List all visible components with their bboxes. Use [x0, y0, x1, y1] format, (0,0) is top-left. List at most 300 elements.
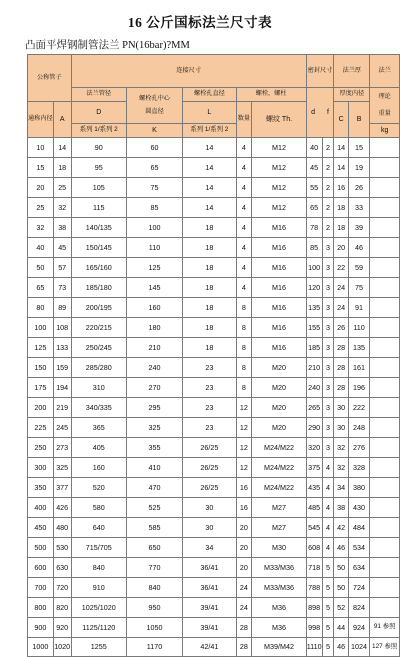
cell-thread: M16 [252, 318, 306, 338]
cell-a: 219 [53, 398, 71, 418]
header-flange: 法兰 [370, 55, 400, 88]
cell-seal-f: 5 [322, 618, 334, 638]
cell-d: 140/135 [71, 218, 126, 238]
cell-seal-d: 788 [306, 578, 322, 598]
cell-b: 924 [348, 618, 370, 638]
header-connection-size: 连接尺寸 [71, 55, 306, 88]
cell-seal-f: 3 [322, 338, 334, 358]
cell-b: 110 [348, 318, 370, 338]
cell-seal-f: 2 [322, 158, 334, 178]
cell-a: 1020 [53, 638, 71, 657]
cell-b: 19 [348, 158, 370, 178]
cell-thread: M36 [252, 618, 306, 638]
cell-dn: 32 [28, 218, 54, 238]
cell-dn: 80 [28, 298, 54, 318]
cell-k: 410 [126, 458, 182, 478]
table-row [28, 438, 400, 458]
cell-seal-f: 4 [322, 458, 334, 478]
cell-d: 105 [71, 178, 126, 198]
cell-weight [370, 558, 400, 578]
cell-weight [370, 298, 400, 318]
cell-thread: M12 [252, 198, 306, 218]
cell-thread: M12 [252, 178, 306, 198]
cell-k: 470 [126, 478, 182, 498]
table-row [28, 598, 400, 618]
cell-b: 484 [348, 518, 370, 538]
cell-l: 39/41 [183, 618, 236, 638]
cell-n: 16 [236, 478, 252, 498]
cell-seal-d: 265 [306, 398, 322, 418]
cell-l: 14 [183, 178, 236, 198]
cell-c: 50 [334, 558, 348, 578]
header-thickness-id [334, 88, 370, 102]
cell-thread: M24/M22 [252, 478, 306, 498]
cell-thread: M36 [252, 598, 306, 618]
cell-seal-d: 135 [306, 298, 322, 318]
cell-a: 57 [53, 258, 71, 278]
cell-d: 220/215 [71, 318, 126, 338]
cell-weight [370, 438, 400, 458]
cell-k: 110 [126, 238, 182, 258]
cell-d: 1025/1020 [71, 598, 126, 618]
table-row [28, 418, 400, 438]
cell-dn: 20 [28, 178, 54, 198]
cell-seal-f: 4 [322, 498, 334, 518]
cell-b: 59 [348, 258, 370, 278]
table-row [28, 518, 400, 538]
cell-seal-f: 3 [322, 258, 334, 278]
cell-d: 640 [71, 518, 126, 538]
cell-dn: 150 [28, 358, 54, 378]
cell-dn: 40 [28, 238, 54, 258]
cell-a: 73 [53, 278, 71, 298]
cell-l: 18 [183, 298, 236, 318]
table-row [28, 458, 400, 478]
cell-weight [370, 518, 400, 538]
cell-l: 39/41 [183, 598, 236, 618]
cell-seal-d: 898 [306, 598, 322, 618]
cell-a: 480 [53, 518, 71, 538]
cell-k: 295 [126, 398, 182, 418]
header-quantity: 数量 [236, 102, 252, 138]
cell-c: 30 [334, 398, 348, 418]
cell-weight [370, 478, 400, 498]
cell-dn: 500 [28, 538, 54, 558]
cell-b: 91 [348, 298, 370, 318]
cell-k: 325 [126, 418, 182, 438]
cell-n: 8 [236, 378, 252, 398]
table-row [28, 618, 400, 638]
cell-dn: 250 [28, 438, 54, 458]
cell-weight [370, 338, 400, 358]
cell-seal-d: 120 [306, 278, 322, 298]
cell-seal-d: 485 [306, 498, 322, 518]
cell-n: 8 [236, 298, 252, 318]
cell-dn: 65 [28, 278, 54, 298]
cell-seal-f: 3 [322, 358, 334, 378]
cell-l: 18 [183, 278, 236, 298]
cell-n: 4 [236, 138, 252, 158]
cell-b: 248 [348, 418, 370, 438]
cell-n: 4 [236, 218, 252, 238]
cell-a: 133 [53, 338, 71, 358]
cell-dn: 350 [28, 478, 54, 498]
cell-d: 1255 [71, 638, 126, 657]
table-row [28, 558, 400, 578]
cell-l: 36/41 [183, 558, 236, 578]
cell-n: 20 [236, 558, 252, 578]
cell-dn: 100 [28, 318, 54, 338]
cell-thread: M16 [252, 238, 306, 258]
cell-seal-f: 5 [322, 638, 334, 657]
cell-b: 46 [348, 238, 370, 258]
cell-seal-d: 320 [306, 438, 322, 458]
cell-thread: M16 [252, 298, 306, 318]
cell-seal-d: 435 [306, 478, 322, 498]
cell-b: 196 [348, 378, 370, 398]
table-row [28, 578, 400, 598]
cell-seal-d: 100 [306, 258, 322, 278]
cell-k: 85 [126, 198, 182, 218]
cell-c: 26 [334, 318, 348, 338]
cell-k: 60 [126, 138, 182, 158]
cell-dn: 1000 [28, 638, 54, 657]
cell-dn: 225 [28, 418, 54, 438]
cell-d: 910 [71, 578, 126, 598]
table-row [28, 238, 400, 258]
cell-a: 426 [53, 498, 71, 518]
cell-n: 4 [236, 238, 252, 258]
cell-dn: 200 [28, 398, 54, 418]
cell-seal-f: 4 [322, 538, 334, 558]
cell-seal-d: 718 [306, 558, 322, 578]
header-dn-label-cell [28, 102, 54, 138]
table-row [28, 338, 400, 358]
cell-k: 585 [126, 518, 182, 538]
cell-seal-f: 3 [322, 378, 334, 398]
cell-b: 161 [348, 358, 370, 378]
cell-seal-f: 4 [322, 518, 334, 538]
header-series-l: 系列 1/系列 2 [183, 124, 236, 138]
cell-l: 26/25 [183, 438, 236, 458]
header-bolt-circle-line2: 圆直径 [145, 107, 164, 115]
cell-b: 724 [348, 578, 370, 598]
cell-seal-f: 3 [322, 418, 334, 438]
header-bolt-circle-line1: 螺栓孔中心 [139, 95, 170, 103]
cell-l: 18 [183, 238, 236, 258]
cell-b: 75 [348, 278, 370, 298]
cell-seal-d: 290 [306, 418, 322, 438]
cell-n: 28 [236, 618, 252, 638]
cell-weight [370, 398, 400, 418]
cell-c: 44 [334, 618, 348, 638]
header-thickness: 厚度 [339, 90, 352, 98]
cell-seal-d: 210 [306, 358, 322, 378]
cell-seal-f: 2 [322, 198, 334, 218]
header-d-f [306, 88, 334, 138]
cell-c: 24 [334, 298, 348, 318]
cell-weight [370, 358, 400, 378]
cell-l: 18 [183, 318, 236, 338]
cell-k: 65 [126, 158, 182, 178]
cell-d: 185/180 [71, 278, 126, 298]
cell-d: 1125/1120 [71, 618, 126, 638]
cell-thread: M33/M36 [252, 558, 306, 578]
cell-seal-d: 40 [306, 138, 322, 158]
cell-thread: M27 [252, 498, 306, 518]
cell-thread: M24/M22 [252, 438, 306, 458]
cell-thread: M16 [252, 338, 306, 358]
cell-thread: M12 [252, 138, 306, 158]
cell-n: 16 [236, 498, 252, 518]
cell-l: 30 [183, 518, 236, 538]
cell-weight: 127 参照 [370, 638, 400, 657]
cell-seal-f: 5 [322, 598, 334, 618]
cell-c: 42 [334, 518, 348, 538]
page-subtitle: 凸面平焊钢制管法兰 PN(16bar)?MM [25, 40, 190, 51]
cell-a: 720 [53, 578, 71, 598]
cell-l: 26/25 [183, 478, 236, 498]
cell-n: 4 [236, 178, 252, 198]
page-title: 16 公斤国标法兰尺寸表 [127, 15, 273, 30]
cell-seal-d: 545 [306, 518, 322, 538]
cell-k: 1050 [126, 618, 182, 638]
table-row [28, 278, 400, 298]
cell-d: 340/335 [71, 398, 126, 418]
header-k: K [126, 124, 182, 138]
header-bolt-nut: 螺栓，螺柱 [236, 88, 306, 102]
cell-c: 46 [334, 638, 348, 657]
cell-a: 45 [53, 238, 71, 258]
cell-seal-f: 3 [322, 318, 334, 338]
header-dn-label: 通称内径 [28, 115, 53, 123]
cell-c: 28 [334, 338, 348, 358]
cell-dn: 600 [28, 558, 54, 578]
cell-d: 365 [71, 418, 126, 438]
cell-seal-f: 3 [322, 398, 334, 418]
cell-thread: M20 [252, 378, 306, 398]
table-row [28, 298, 400, 318]
cell-l: 14 [183, 198, 236, 218]
table-row [28, 258, 400, 278]
cell-dn: 450 [28, 518, 54, 538]
cell-n: 4 [236, 198, 252, 218]
cell-dn: 125 [28, 338, 54, 358]
cell-b: 26 [348, 178, 370, 198]
cell-k: 240 [126, 358, 182, 378]
cell-thread: M24/M22 [252, 458, 306, 478]
cell-seal-d: 85 [306, 238, 322, 258]
cell-b: 824 [348, 598, 370, 618]
cell-seal-d: 45 [306, 158, 322, 178]
cell-weight [370, 598, 400, 618]
cell-weight [370, 498, 400, 518]
cell-a: 14 [53, 138, 71, 158]
cell-k: 525 [126, 498, 182, 518]
cell-weight [370, 138, 400, 158]
cell-n: 8 [236, 338, 252, 358]
cell-l: 23 [183, 398, 236, 418]
cell-a: 920 [53, 618, 71, 638]
table-row [28, 138, 400, 158]
cell-thread: M16 [252, 278, 306, 298]
cell-dn: 15 [28, 158, 54, 178]
cell-l: 18 [183, 258, 236, 278]
cell-thread: M20 [252, 418, 306, 438]
cell-d: 405 [71, 438, 126, 458]
cell-n: 20 [236, 538, 252, 558]
cell-d: 200/195 [71, 298, 126, 318]
cell-d: 250/245 [71, 338, 126, 358]
cell-seal-d: 998 [306, 618, 322, 638]
cell-dn: 400 [28, 498, 54, 518]
cell-n: 4 [236, 158, 252, 178]
cell-seal-f: 2 [322, 178, 334, 198]
cell-dn: 700 [28, 578, 54, 598]
cell-thread: M30 [252, 538, 306, 558]
cell-seal-f: 3 [322, 438, 334, 458]
cell-thread: M33/M36 [252, 578, 306, 598]
cell-weight [370, 538, 400, 558]
table-row [28, 638, 400, 657]
table-row [28, 398, 400, 418]
cell-d: 150/145 [71, 238, 126, 258]
cell-n: 8 [236, 318, 252, 338]
header-thread: 螺纹 Th. [252, 102, 306, 138]
cell-c: 14 [334, 158, 348, 178]
cell-thread: M20 [252, 358, 306, 378]
cell-a: 273 [53, 438, 71, 458]
cell-l: 26/25 [183, 458, 236, 478]
cell-c: 46 [334, 538, 348, 558]
cell-weight [370, 238, 400, 258]
cell-seal-d: 608 [306, 538, 322, 558]
header-seal-face: 密封尺寸 [306, 55, 334, 88]
cell-l: 14 [183, 158, 236, 178]
table-row [28, 498, 400, 518]
cell-seal-f: 3 [322, 278, 334, 298]
header-nominal-pipe: 公称管子 [28, 55, 72, 102]
cell-b: 135 [348, 338, 370, 358]
table-body [28, 138, 400, 657]
cell-seal-d: 65 [306, 198, 322, 218]
cell-b: 33 [348, 198, 370, 218]
cell-k: 160 [126, 298, 182, 318]
cell-d: 840 [71, 558, 126, 578]
cell-n: 8 [236, 358, 252, 378]
cell-a: 32 [53, 198, 71, 218]
cell-weight [370, 178, 400, 198]
cell-dn: 800 [28, 598, 54, 618]
cell-thread: M39/M42 [252, 638, 306, 657]
flange-size-table [27, 54, 400, 657]
cell-c: 28 [334, 378, 348, 398]
cell-weight [370, 218, 400, 238]
cell-d: 165/160 [71, 258, 126, 278]
cell-n: 20 [236, 518, 252, 538]
cell-c: 30 [334, 418, 348, 438]
cell-b: 15 [348, 138, 370, 158]
cell-c: 16 [334, 178, 348, 198]
header-inner-diameter: 内径 [351, 90, 365, 98]
cell-dn: 175 [28, 378, 54, 398]
cell-b: 380 [348, 478, 370, 498]
cell-a: 108 [53, 318, 71, 338]
cell-b: 634 [348, 558, 370, 578]
cell-a: 159 [53, 358, 71, 378]
cell-b: 39 [348, 218, 370, 238]
cell-thread: M27 [252, 518, 306, 538]
cell-seal-f: 3 [322, 298, 334, 318]
cell-weight: 91 参照 [370, 618, 400, 638]
cell-weight [370, 578, 400, 598]
cell-b: 1024 [348, 638, 370, 657]
cell-c: 38 [334, 498, 348, 518]
cell-n: 24 [236, 578, 252, 598]
cell-k: 650 [126, 538, 182, 558]
cell-n: 12 [236, 438, 252, 458]
cell-k: 100 [126, 218, 182, 238]
cell-c: 18 [334, 198, 348, 218]
header-theory-weight [370, 88, 400, 124]
cell-n: 4 [236, 258, 252, 278]
header-c: C [334, 102, 348, 138]
cell-c: 22 [334, 258, 348, 278]
header-flange-thickness: 法兰厚 [334, 55, 370, 88]
cell-c: 50 [334, 578, 348, 598]
cell-d: 580 [71, 498, 126, 518]
cell-seal-f: 4 [322, 478, 334, 498]
cell-seal-d: 1110 [306, 638, 322, 657]
cell-dn: 25 [28, 198, 54, 218]
cell-k: 840 [126, 578, 182, 598]
cell-b: 534 [348, 538, 370, 558]
cell-a: 18 [53, 158, 71, 178]
cell-l: 36/41 [183, 578, 236, 598]
cell-dn: 300 [28, 458, 54, 478]
cell-c: 28 [334, 358, 348, 378]
cell-weight [370, 458, 400, 478]
cell-a: 530 [53, 538, 71, 558]
table-row [28, 198, 400, 218]
cell-k: 75 [126, 178, 182, 198]
cell-d: 285/280 [71, 358, 126, 378]
cell-c: 18 [334, 218, 348, 238]
cell-seal-d: 375 [306, 458, 322, 478]
cell-a: 194 [53, 378, 71, 398]
cell-k: 355 [126, 438, 182, 458]
cell-l: 42/41 [183, 638, 236, 657]
cell-a: 630 [53, 558, 71, 578]
header-b: B [348, 102, 370, 138]
cell-b: 430 [348, 498, 370, 518]
cell-seal-d: 78 [306, 218, 322, 238]
cell-n: 24 [236, 598, 252, 618]
cell-n: 12 [236, 418, 252, 438]
cell-thread: M20 [252, 398, 306, 418]
cell-seal-f: 2 [322, 218, 334, 238]
cell-a: 325 [53, 458, 71, 478]
cell-k: 210 [126, 338, 182, 358]
table-header [28, 55, 400, 138]
header-f: f [327, 109, 329, 116]
cell-n: 12 [236, 398, 252, 418]
cell-n: 12 [236, 458, 252, 478]
cell-weight [370, 278, 400, 298]
cell-c: 32 [334, 458, 348, 478]
cell-n: 28 [236, 638, 252, 657]
header-flange-od: 法兰管径 [71, 88, 126, 102]
